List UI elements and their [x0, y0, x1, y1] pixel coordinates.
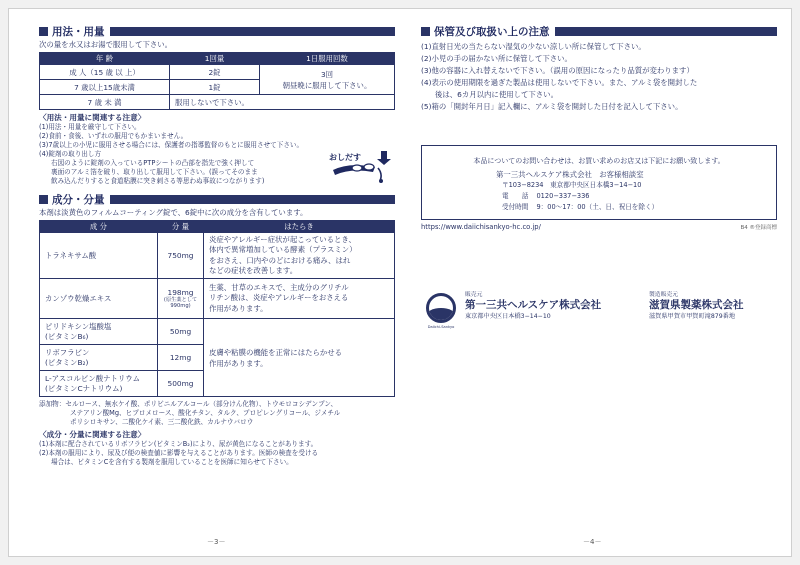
ingredients-table [39, 220, 395, 397]
maker-label: 製造販売元 [649, 292, 678, 298]
dose-amount: 1錠 [170, 80, 260, 95]
ing-amount: 198mg [167, 288, 194, 297]
dose-age: 7 歳以上15歳未満 [40, 80, 170, 95]
leaflet-page [8, 8, 792, 557]
right-column [421, 25, 777, 329]
square-bullet-icon [39, 195, 48, 204]
page-number-right: －4－ [583, 538, 602, 546]
ing-name: トラネキサム酸 [40, 233, 158, 279]
ing-header-amount: 分 量 [158, 221, 204, 233]
phone-label: 電 話 [502, 192, 529, 200]
dose-header-age: 年 齢 [40, 53, 170, 65]
contact-details [422, 169, 776, 213]
seller-name: 第一三共ヘルスケア株式会社 [465, 299, 602, 311]
dose-times [260, 65, 395, 95]
press-illustration [329, 150, 393, 184]
maker-block [649, 291, 744, 321]
storage-item: (5)箱の「開封年月日」記入欄に、アルミ袋を開封した日付を記入して下さい。 [421, 102, 683, 111]
usage-notes-title: 〈用法・用量に関連する注意〉 [39, 113, 146, 122]
section-bar [555, 27, 778, 36]
ing-amount: 50mg [158, 319, 204, 345]
ing-amount: 750mg [158, 233, 204, 279]
ing-name: カンゾウ乾燥エキス [40, 279, 158, 319]
hours-value: 9：00〜17：00（土、日、祝日を除く） [536, 203, 659, 211]
seller-address: 東京都中央区日本橋3−14−10 [465, 313, 551, 320]
table-row [40, 279, 395, 319]
ing-amount-cell [158, 279, 204, 319]
section-bar [110, 195, 396, 204]
additives-line: ステアリン酸Mg、ヒプロメロース、酸化チタン、タルク、プロピレングリコール、ジメチル [70, 409, 341, 417]
storage-section-header [421, 25, 777, 38]
storage-title: 保管及び取扱い上の注意 [434, 26, 550, 38]
table-row [40, 95, 395, 110]
usage-note: (4)錠剤の取り出し方 [39, 150, 102, 158]
website-link[interactable]: https://www.daiichisankyo-hc.co.jp/ [421, 223, 541, 231]
contact-box [421, 145, 777, 220]
dose-age: 成 人（15 歳 以 上） [40, 65, 170, 80]
additives-line: ポリシロキサン、二酸化ケイ素、三二酸化鉄、カルナウバロウ [70, 418, 254, 426]
dosage-table [39, 52, 395, 110]
ing-name: リボフラビン (ビタミンB₂) [40, 345, 158, 371]
dose-note: 服用しないで下さい。 [170, 95, 395, 110]
storage-item: (4)表示の使用期限を過ぎた製品は使用しないで下さい。また、アルミ袋を開封した [421, 78, 698, 87]
storage-item: (1)直射日光の当たらない湿気の少ない涼しい所に保管して下さい。 [421, 42, 646, 51]
contact-intro: 本品についてのお問い合わせは、お買い求めのお店又は下記にお願い致します。 [473, 157, 725, 165]
storage-item: 後は、6カ月以内に使用して下さい。 [435, 90, 558, 99]
storage-list [421, 41, 777, 113]
usage-note: (2)食前・食後、いずれの服用でもかまいません。 [39, 132, 188, 140]
contact-address: 〒103−8234 東京都中央区日本橋3−14−10 [502, 181, 642, 189]
storage-item: (2)小児の手の届かない所に保管して下さい。 [421, 54, 572, 63]
table-row [40, 319, 395, 345]
brand-block [421, 291, 777, 329]
square-bullet-icon [39, 27, 48, 36]
ingredients-note: (2)本剤の服用により、尿及び便の検査値に影響を与えることがあります。医師の検査を受ける [39, 449, 319, 457]
phone-number: 0120−337−336 [536, 192, 590, 200]
press-label: おしだす [329, 153, 361, 162]
dose-amount: 2錠 [170, 65, 260, 80]
ing-amount: 500mg [158, 371, 204, 397]
dose-header-amount: 1回量 [170, 53, 260, 65]
usage-section-header [39, 25, 395, 38]
maker-name: 滋賀県製薬株式会社 [649, 299, 744, 311]
maker-address: 滋賀県甲賀市甲賀町滝879番地 [649, 313, 736, 320]
url-row [421, 223, 777, 231]
section-bar [110, 27, 396, 36]
ing-header-name: 成 分 [40, 221, 158, 233]
ingredients-note: (1)本剤に配合されているリボフラビン(ビタミンB₂)により、尿が黄色になることがあります。 [39, 440, 318, 448]
additives [39, 400, 395, 427]
ing-amount: 12mg [158, 345, 204, 371]
ing-effect: 生薬、甘草のエキスで、主成分のグリチル リチン酸は、炎症やアレルギーをおさえる 作用があります。 [204, 279, 395, 319]
ingredients-section-header [39, 193, 395, 206]
square-bullet-icon [421, 27, 430, 36]
additives-line: 添加物：セルロース、無水ケイ酸、ポリビニルアルコール（部分けん化物）、トウモロコシデンプン、 [39, 400, 338, 408]
howto-line: 右図のように錠剤の入っているPTPシートの凸部を指先で強く押して [51, 159, 255, 167]
usage-intro: 次の量を水又はお湯で服用して下さい。 [39, 40, 173, 49]
contact-phone-row [496, 191, 776, 202]
contact-hours-row [496, 202, 776, 213]
ing-name: ピリドキシン塩酸塩 (ビタミンB₆) [40, 319, 158, 345]
seller-label: 販売元 [465, 292, 483, 298]
contact-desk: 第一三共ヘルスケア株式会社 お客様相談室 [496, 170, 644, 179]
usage-note: (1)用法・用量を厳守して下さい。 [39, 123, 141, 131]
usage-title: 用法・用量 [52, 26, 105, 38]
dose-times-when: 朝昼晩に服用して下さい。 [282, 80, 372, 90]
howto-line: 飲み込んだりすると食道粘膜に突き刺さる等思わぬ事故につながります) [51, 177, 265, 185]
hours-label: 受付時間 [502, 203, 529, 211]
dose-header-times: 1日服用回数 [260, 53, 395, 65]
dose-times-count: 3回 [320, 69, 334, 79]
storage-item: (3)他の容器に入れ替えないで下さい。（誤用の原因になったり品質が変わります） [421, 66, 694, 75]
page-number-left: －3－ [207, 538, 226, 546]
ptp-press-icon [329, 150, 393, 184]
table-row [40, 233, 395, 279]
dose-age: 7 歳 未 満 [40, 95, 170, 110]
ingredients-notes-title: 〈成分・分量に関連する注意〉 [39, 430, 146, 439]
ing-amount-note: (原生薬として990mg) [163, 297, 198, 309]
ing-effect: 炎症やアレルギー症状が起こっているとき、 体内で異常増加している酵素（プラスミン） をおさえ、口内やのどにおける痛み、はれ などの症状を改善します。 [204, 233, 395, 279]
logo-text: Daiichi-Sankyo [427, 325, 455, 329]
usage-note: (3)7歳以上の小児に服用させる場合には、保護者の指導監督のもとに服用させて下さい。 [39, 141, 304, 149]
daiichi-sankyo-logo-icon [426, 293, 456, 323]
howto-line: 裏面のアルミ箔を破り、取り出して服用して下さい。(誤ってそのまま [51, 168, 258, 176]
print-code: B4 ®登録商標 [740, 225, 777, 231]
company-logo [421, 293, 461, 329]
ing-effect: 皮膚や粘膜の機能を正常にはたらかせる 作用があります。 [204, 319, 395, 397]
table-row [40, 65, 395, 80]
left-column [39, 25, 395, 467]
ingredients-intro: 本剤は淡黄色のフィルムコーティング錠で、6錠中に次の成分を含有しています。 [39, 208, 308, 217]
ingredients-note: 場合は、ビタミンCを含有する製剤を服用していることを医師に知らせて下さい。 [51, 458, 293, 466]
seller-block [465, 291, 635, 321]
ingredients-title: 成分・分量 [52, 194, 105, 206]
ing-name: L-アスコルビン酸ナトリウム (ビタミンCナトリウム) [40, 371, 158, 397]
ing-header-effect: はたらき [204, 221, 395, 233]
